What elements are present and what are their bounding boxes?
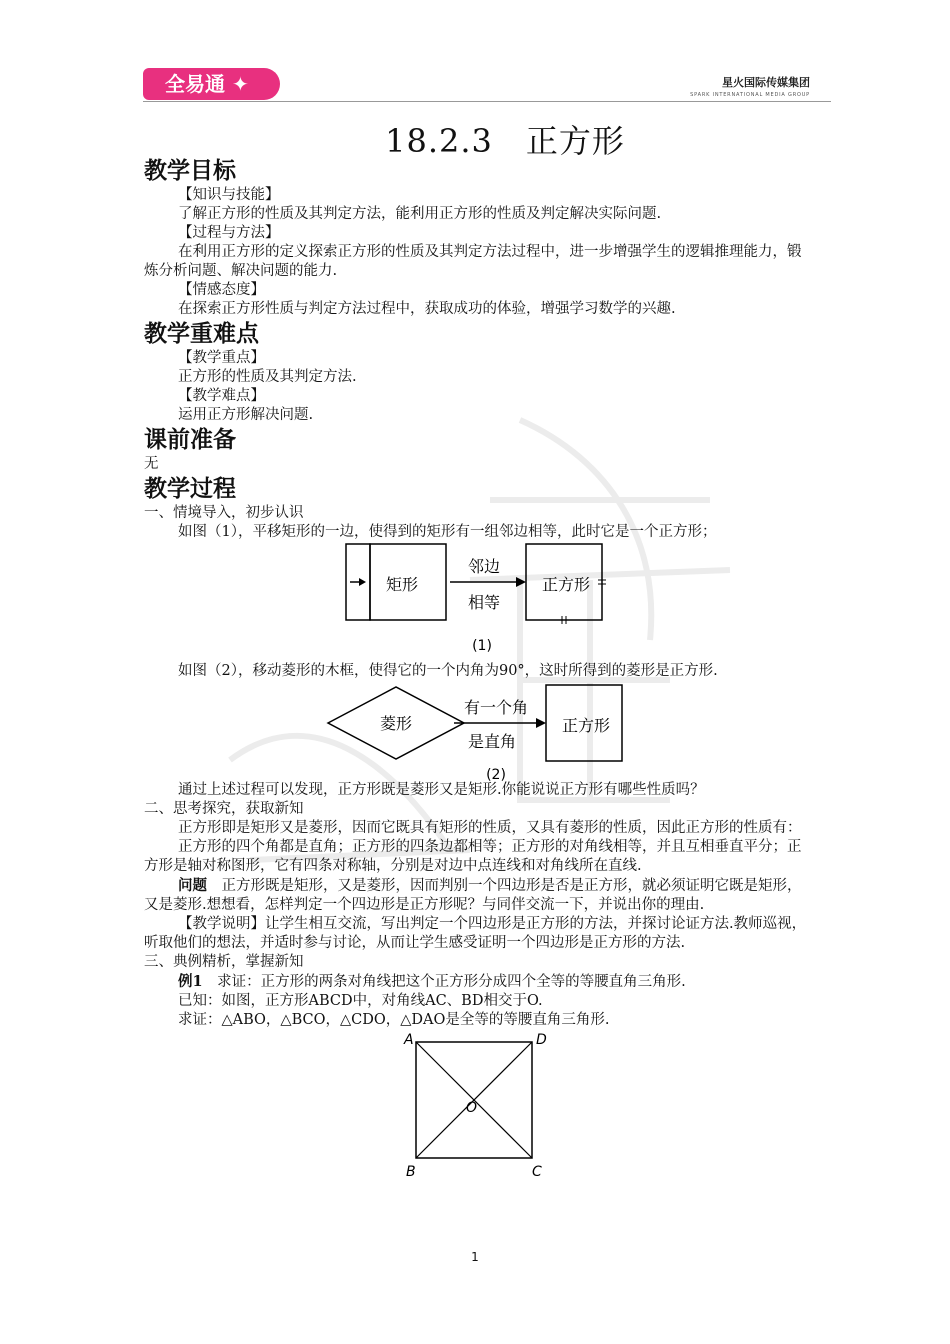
section-heading-goals: 教学目标	[144, 158, 236, 184]
knowledge-text: 了解正方形的性质及其判定方法，能利用正方形的性质及判定解决实际问题.	[178, 206, 662, 222]
difficult-text: 运用正方形解决问题.	[178, 407, 314, 423]
fig2-caption: (2)	[486, 767, 506, 781]
knowledge-label: 【知识与技能】	[178, 187, 280, 203]
fig1-caption: (1)	[472, 638, 492, 654]
fig2-arrowhead	[536, 718, 546, 728]
conclusion-text: 通过上述过程可以发现，正方形既是菱形又是矩形.你能说说正方形有哪些性质吗？	[178, 782, 705, 798]
attitude-label: 【情感态度】	[178, 282, 265, 298]
step-2-heading: 二、思考探究，获取新知	[144, 801, 304, 817]
page-title: 18.2.3 正方形	[385, 122, 625, 160]
brand-logo-text: 全易通	[165, 72, 225, 96]
teaching-note-text: 让学生相互交流，写出判定一个四边形是正方形的方法，并探讨论证方法.教师巡视，听取他们的想法，并适时参与讨论，从而让学生感受证明一个四边形是正方形的方法.	[144, 916, 807, 951]
question-text: 正方形既是矩形，又是菱形，因而判别一个四边形是否是正方形，就必须证明它既是矩形，又是菱形.想想看，怎样判定一个四边形是正方形呢？与同伴交流一下，并说出你的理由.	[144, 878, 802, 913]
example-label: 例1	[178, 973, 203, 990]
page-number: 1	[471, 1250, 479, 1264]
publisher-block	[690, 74, 810, 98]
question-paragraph	[144, 876, 812, 915]
fig2-arrow-top-label: 有一个角	[463, 698, 529, 717]
example-paragraph	[144, 972, 812, 992]
fig1-shift-arrowhead	[359, 578, 366, 586]
key-text: 正方形的性质及其判定方法.	[178, 369, 357, 385]
fig3-label-o: O	[466, 1100, 478, 1116]
publisher-name: 星火国际传媒集团	[722, 76, 810, 89]
prep-text: 无	[144, 456, 159, 472]
fig3-label-d: D	[536, 1032, 547, 1048]
figure-1	[144, 542, 812, 662]
publisher-subtitle: SPARK INTERNATIONAL MEDIA GROUP	[690, 92, 810, 98]
fig1-arrow-bottom-label: 相等	[467, 593, 501, 612]
process-label: 【过程与方法】	[178, 225, 280, 241]
key-label: 【教学重点】	[178, 350, 265, 366]
teaching-note-paragraph	[144, 915, 812, 953]
fig2-left-label: 菱形	[379, 714, 413, 733]
fig2-right-label: 正方形	[561, 716, 611, 735]
figure-1-intro: 如图（1），平移矩形的一边，使得到的矩形有一组邻边相等，此时它是一个正方形；	[178, 524, 717, 540]
sparkle-icon: ✦	[225, 72, 249, 96]
step-3-heading: 三、典例精析，掌握新知	[144, 954, 304, 970]
figure-3	[144, 1030, 812, 1180]
fig3-label-a: A	[404, 1032, 414, 1048]
section-heading-keypoints: 教学重难点	[144, 321, 259, 347]
step-1-heading: 一、情境导入，初步认识	[144, 505, 304, 521]
properties-intro: 正方形即是矩形又是菱形，因而它既具有矩形的性质，又具有菱形的性质，因此正方形的性质有：	[178, 820, 802, 836]
teaching-note-label: 【教学说明】	[178, 916, 265, 932]
section-heading-prep: 课前准备	[144, 427, 236, 453]
fig3-label-c: C	[532, 1164, 542, 1180]
process-text: 在利用正方形的定义探索正方形的性质及其判定方法过程中，进一步增强学生的逻辑推理能力，锻炼分析问题、解决问题的能力.	[144, 244, 802, 279]
attitude-text: 在探索正方形性质与判定方法过程中，获取成功的体验，增强学习数学的兴趣.	[178, 301, 676, 317]
fig3-label-b: B	[406, 1164, 416, 1180]
given-text: 已知：如图，正方形ABCD中，对角线AC、BD相交于O.	[178, 993, 543, 1009]
brand-logo	[143, 68, 280, 100]
fig1-left-label: 矩形	[385, 575, 419, 594]
document-body	[144, 156, 812, 1180]
section-heading-process: 教学过程	[144, 476, 236, 502]
figure-2	[144, 681, 812, 781]
difficult-label: 【教学难点】	[178, 388, 265, 404]
fig1-right-label: 正方形	[541, 575, 591, 594]
question-label: 问题	[178, 877, 207, 894]
prove-text: 求证：△ABO，△BCO，△CDO，△DAO是全等的等腰直角三角形.	[178, 1012, 610, 1028]
example-text: 求证：正方形的两条对角线把这个正方形分成四个全等的等腰直角三角形.	[202, 974, 686, 990]
header-divider	[143, 101, 831, 102]
fig2-arrow-bottom-label: 是直角	[467, 732, 517, 751]
properties-list: 正方形的四个角都是直角；正方形的四条边都相等；正方形的对角线相等，并且互相垂直平分；正方形是轴对称图形，它有四条对称轴，分别是对边中点连线和对角线所在直线.	[144, 839, 802, 874]
fig1-arrow-top-label: 邻边	[467, 557, 501, 576]
figure-2-intro: 如图（2），移动菱形的木框，使得它的一个内角为90°，这时所得到的菱形是正方形.	[178, 663, 718, 679]
fig1-arrowhead	[516, 577, 526, 587]
